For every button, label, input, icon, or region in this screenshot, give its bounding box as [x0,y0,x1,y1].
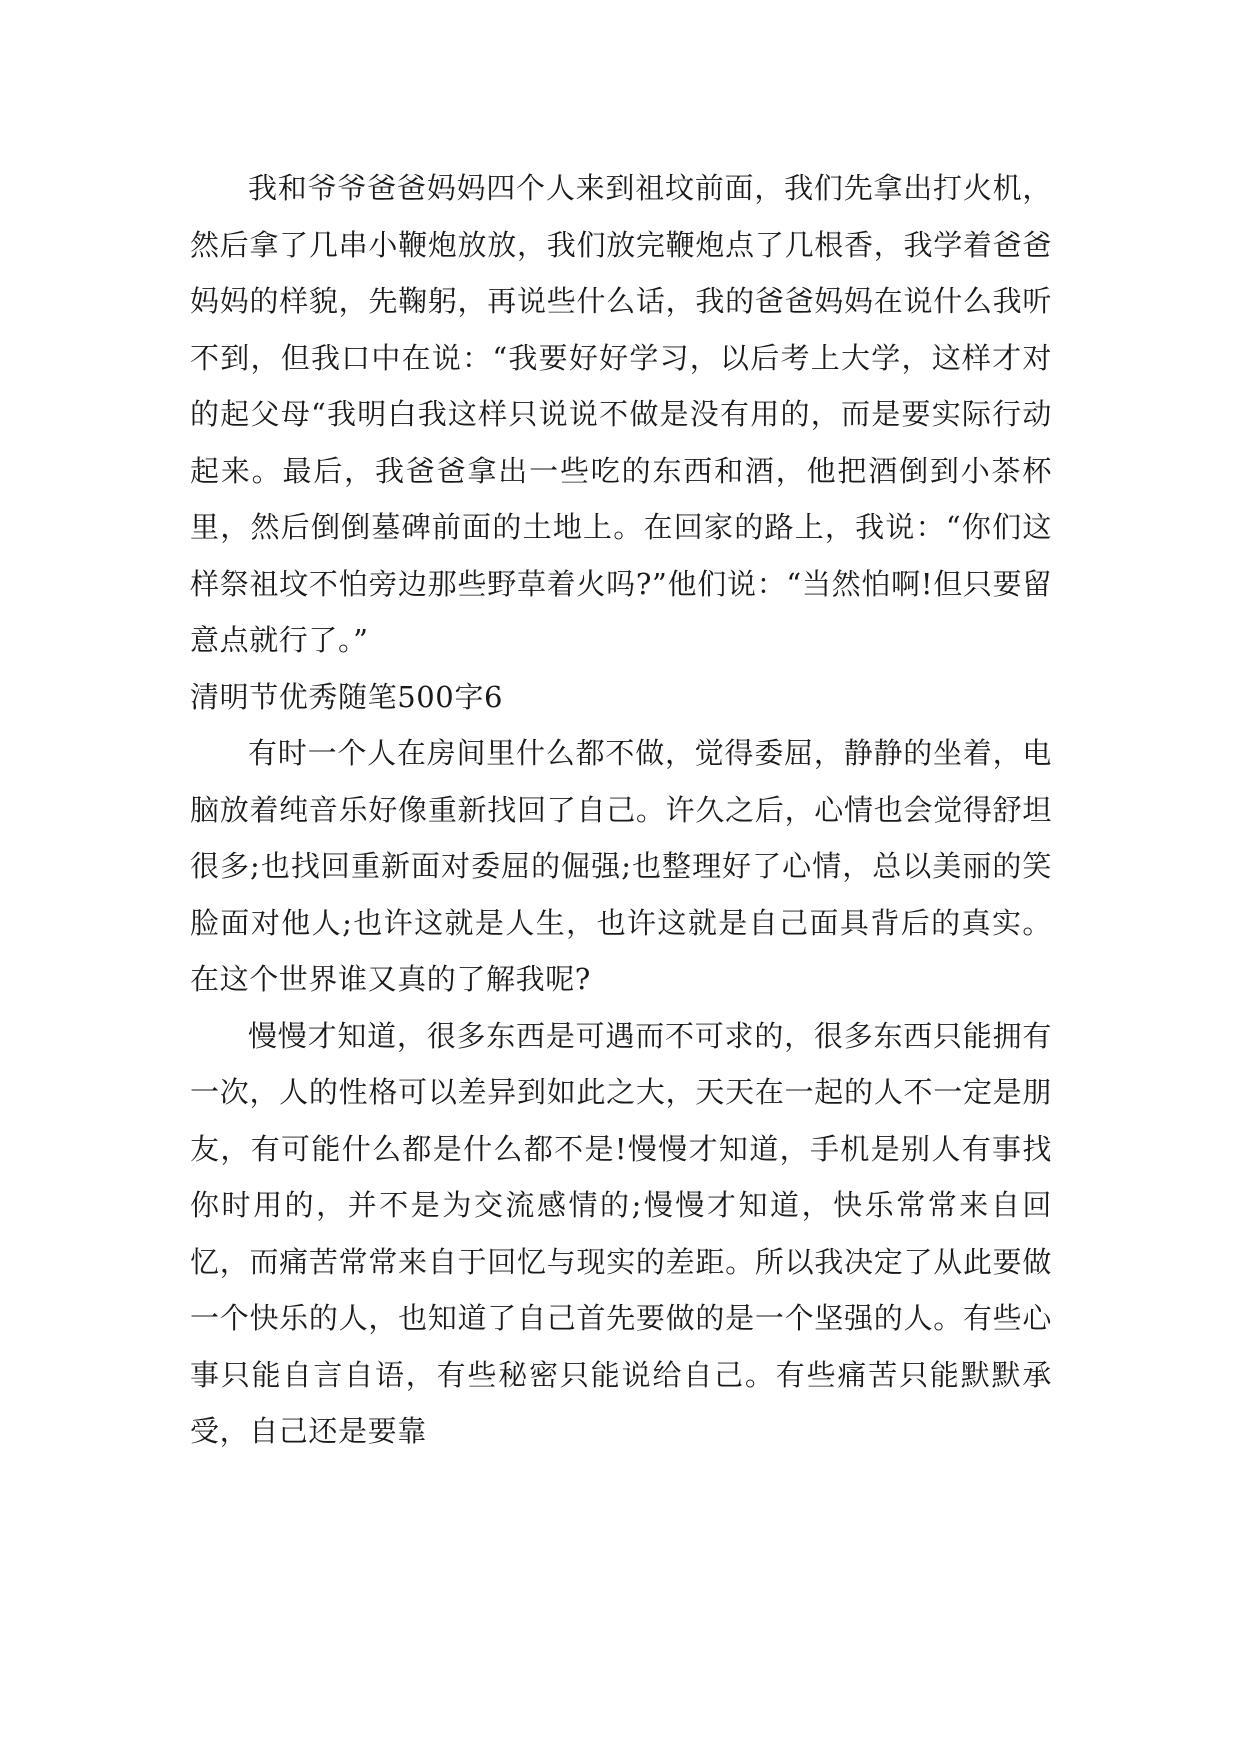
paragraph-alone-in-room: 有时一个人在房间里什么都不做，觉得委屈，静静的坐着，电脑放着纯音乐好像重新找回了自己。许久之后，心情也会觉得舒坦很多;也找回重新面对委屈的倔强;也整理好了心情，总以美丽的笑脸面对他人;也许这就是人生，也许这就是自己面具背后的真实。在这个世界谁又真的了解我呢? [190,736,1052,996]
section-title: 清明节优秀随笔500字6 [190,679,504,714]
paragraph-slowly-understood: 慢慢才知道，很多东西是可遇而不可求的，很多东西只能拥有一次，人的性格可以差异到如此之大，天天在一起的人不一定是朋友，有可能什么都是什么都不是!慢慢才知道，手机是别人有事找你时用的，并不是为交流感情的;慢慢才知道，快乐常常来自回忆，而痛苦常常来自于回忆与现实的差距。所以我决定了从此要做一个快乐的人，也知道了自己首先要做的是一个坚强的人。有些心事只能自言自语，有些秘密只能说给自己。有些痛苦只能默默承受，自己还是要靠 [190,1018,1052,1448]
paragraph-qingming-grave-visit: 我和爷爷爸爸妈妈四个人来到祖坟前面，我们先拿出打火机，然后拿了几串小鞭炮放放，我们放完鞭炮点了几根香，我学着爸爸妈妈的样貌，先鞠躬，再说些什么话，我的爸爸妈妈在说什么我听不到，但我口中在说：“我要好好学习，以后考上大学，这样才对的起父母“我明白我这样只说说不做是没有用的，而是要实际行动起来。最后，我爸爸拿出一些吃的东西和酒，他把酒倒到小茶杯里，然后倒倒墓碑前面的土地上。在回家的路上，我说：“你们这样祭祖坟不怕旁边那些野草着火吗?”他们说：“当然怕啊!但只要留意点就行了。” [190,171,1052,657]
document-page [190,160,1052,1460]
